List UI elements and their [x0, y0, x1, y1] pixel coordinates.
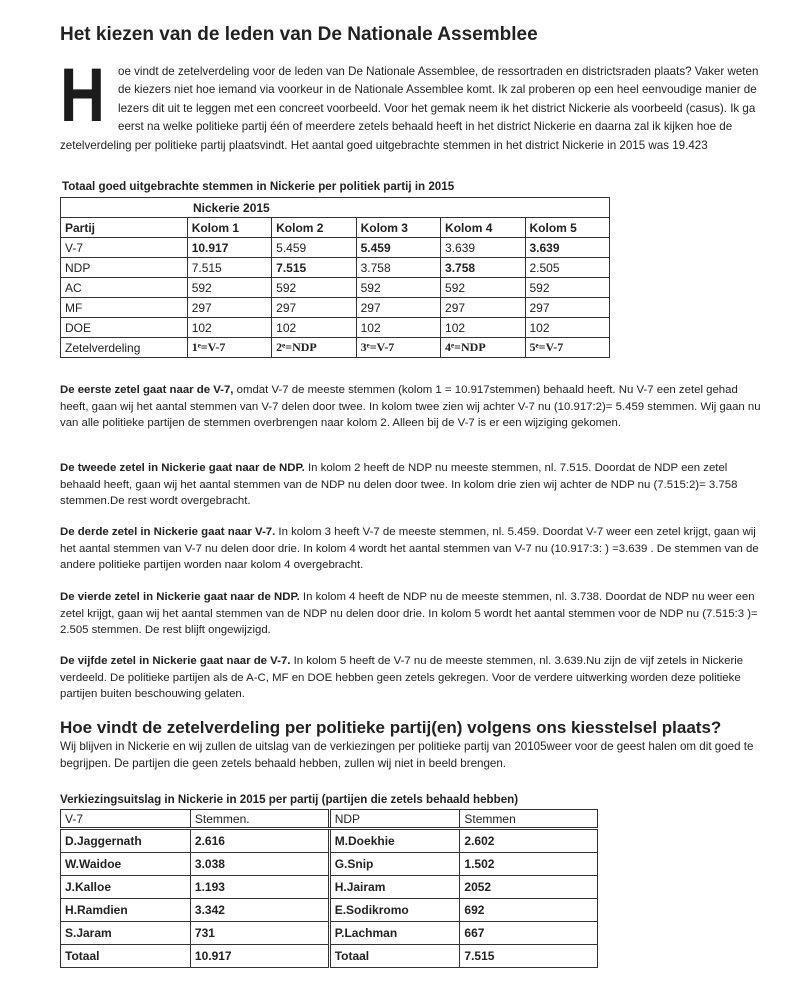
candidate-votes: 3.342: [190, 899, 329, 922]
column-header: Kolom 4: [441, 218, 525, 238]
column-header: NDP: [329, 810, 460, 829]
paragraph-text: In kolom 3 heeft V-7 de meeste stemmen, nl. 5.459. Doordat V-7 weer een zetel krijgt, gaan wij het aantal stemmen van V-7 nu delen door drie. In kolom 4 wordt het aantal stemmen van V-7 nu (10.917:3: ) =3.639 . De stemmen van de andere politieke partijen worden naar kolom 4 overgebracht.: [60, 526, 759, 571]
seat-cell: 5ᵉ=V-7: [525, 338, 610, 358]
table-total-row: [61, 945, 598, 968]
vote-cell: 7.515: [272, 258, 356, 278]
candidate-votes: 731: [190, 922, 329, 945]
seat-cell: 3ᵉ=V-7: [356, 338, 440, 358]
paragraph-fourth-seat: [60, 589, 765, 639]
paragraph-text: In kolom 4 heeft de NDP nu de meeste stemmen, nl. 3.738. Doordat de NDP nu weer een zetel krijgt, gaan wij het aantal stemmen van de NDP nu delen door drie. In kolom 5 wordt het aantal stemmen voor de NDP nu (7.515:3 )= 2.505 stemmen. De rest blijft ongewijzigd.: [60, 591, 758, 636]
party-cell: MF: [61, 298, 188, 318]
table-row: [61, 899, 598, 922]
seat-cell: 4ᵉ=NDP: [441, 338, 525, 358]
vote-cell: 3.758: [356, 258, 440, 278]
candidate-name: H.Ramdien: [61, 899, 191, 922]
table1-caption: Totaal goed uitgebrachte stemmen in Nickerie per politiek partij in 2015: [62, 180, 455, 193]
table-row: [61, 238, 610, 258]
vote-cell: 592: [187, 278, 271, 298]
table-row: [61, 876, 598, 899]
column-header: Kolom 3: [356, 218, 440, 238]
column-header: Stemmen.: [190, 810, 329, 829]
paragraph-text: omdat V-7 de meeste stemmen (kolom 1 = 10.917stemmen) behaald heeft. Nu V-7 een zetel gehad heeft, gaan wij het aantal stemmen van V-7 delen door twee. In kolom twee zien wij achter V-7 nu (10.917:2)= 5.459 stemmen. Wij gaan nu van alle politieke partijen de stemmen overbrengen naar kolom 2. Alleen bij de V-7 is er een wijziging gekomen.: [60, 384, 761, 429]
party-cell: DOE: [61, 318, 188, 338]
candidate-votes: 3.038: [190, 853, 329, 876]
candidate-votes: 2052: [460, 876, 598, 899]
seat-row-label: Zetelverdeling: [61, 338, 188, 358]
paragraph-first-seat: [60, 382, 765, 432]
candidate-votes: 1.193: [190, 876, 329, 899]
paragraph-lead: De derde zetel in Nickerie gaat naar V-7.: [60, 526, 276, 538]
total-votes: 7.515: [460, 945, 598, 968]
candidate-name: D.Jaggernath: [61, 829, 191, 853]
vote-cell: 5.459: [356, 238, 440, 258]
group-header: Nickerie 2015: [61, 198, 610, 218]
vote-cell: 5.459: [272, 238, 356, 258]
vote-cell: 102: [187, 318, 271, 338]
vote-cell: 102: [272, 318, 356, 338]
candidate-votes: 667: [460, 922, 598, 945]
column-header: Kolom 1: [187, 218, 271, 238]
vote-cell: 2.505: [525, 258, 610, 278]
table-row: [61, 318, 610, 338]
vote-cell: 102: [356, 318, 440, 338]
vote-cell: 297: [441, 298, 525, 318]
paragraph-lead: De tweede zetel in Nickerie gaat naar de NDP.: [60, 462, 305, 474]
vote-cell: 592: [356, 278, 440, 298]
column-header: V-7: [61, 810, 191, 829]
table-row: [61, 853, 598, 876]
vote-cell: 592: [525, 278, 610, 298]
vote-cell: 102: [525, 318, 610, 338]
votes-per-column-table: [60, 197, 610, 358]
vote-cell: 297: [272, 298, 356, 318]
table-row: [61, 922, 598, 945]
total-label: Totaal: [61, 945, 191, 968]
column-header: Partij: [61, 218, 188, 238]
intro-paragraph: [60, 53, 760, 155]
vote-cell: 7.515: [187, 258, 271, 278]
candidate-name: S.Jaram: [61, 922, 191, 945]
vote-cell: 297: [525, 298, 610, 318]
paragraph-second-seat: [60, 460, 765, 510]
seat-cell: 1ᵉ=V-7: [187, 338, 271, 358]
vote-cell: 10.917: [187, 238, 271, 258]
candidate-name: G.Snip: [329, 853, 460, 876]
table2-caption: Verkiezingsuitslag in Nickerie in 2015 per partij (partijen die zetels behaald hebben): [60, 793, 519, 806]
table-row: [61, 278, 610, 298]
document-title: Het kiezen van de leden van De Nationale Assemblee: [60, 24, 538, 45]
candidate-name: P.Lachman: [329, 922, 460, 945]
section-heading: Hoe vindt de zetelverdeling per politieke partij(en) volgens ons kiesstelsel plaats?: [60, 718, 722, 737]
party-cell: NDP: [61, 258, 188, 278]
table-header-row: [61, 218, 610, 238]
paragraph-lead: De vijfde zetel in Nickerie gaat naar de V-7.: [60, 655, 291, 667]
party-cell: V-7: [61, 238, 188, 258]
paragraph-third-seat: [60, 524, 765, 574]
vote-cell: 592: [272, 278, 356, 298]
candidate-votes-table: [60, 809, 598, 968]
vote-cell: 297: [187, 298, 271, 318]
drop-cap: H: [60, 53, 106, 138]
paragraph-fifth-seat: [60, 653, 765, 703]
seat-cell: 2ᵉ=NDP: [272, 338, 356, 358]
section-intro: Wij blijven in Nickerie en wij zullen de uitslag van de verkiezingen per politieke partij van 20105weer voor de geest halen om dit goed te begrijpen. De partijen die geen zetels behaald hebben, zullen wij niet in beeld brengen.: [60, 740, 754, 770]
table-group-header-row: [61, 198, 610, 218]
total-votes: 10.917: [190, 945, 329, 968]
candidate-name: H.Jairam: [329, 876, 460, 899]
vote-cell: 297: [356, 298, 440, 318]
candidate-votes: 692: [460, 899, 598, 922]
intro-text: oe vindt de zetelverdeling voor de leden van De Nationale Assemblee, de ressortraden en districtsraden plaats? Vaker weten de kiezers niet hoe iemand via voorkeur in de Nationale Assemblee komt. Ik zal proberen op een heel eenvoudige manier de lezers dit uit te leggen met een concreet voorbeeld. Voor het gemak neem ik het district Nickerie als voorbeeld (casus). Ik ga eerst na welke politieke partij één of meerdere zetels behaald heeft in het district Nickerie en daarna zal ik kijken hoe de zetelverdeling per politieke partij plaatsvindt. Het aantal goed uitgebrachte stemmen in het district Nickerie in 2015 was 19.423: [60, 65, 759, 152]
paragraph-text: In kolom 2 heeft de NDP nu meeste stemmen, nl. 7.515. Doordat de NDP een zetel behaald heeft, gaan wij het aantal stemmen van de NDP nu delen door twee. In kolom drie zien wij achter de NDP nu (7.515:2)= 3.758 stemmen.De rest wordt overgebracht.: [60, 462, 738, 507]
column-header: Kolom 5: [525, 218, 610, 238]
column-header: Kolom 2: [272, 218, 356, 238]
candidate-name: W.Waidoe: [61, 853, 191, 876]
vote-cell: 3.758: [441, 258, 525, 278]
paragraph-lead: De vierde zetel in Nickerie gaat naar de NDP.: [60, 591, 300, 603]
table-row: [61, 829, 598, 853]
candidate-name: E.Sodikromo: [329, 899, 460, 922]
candidate-votes: 1.502: [460, 853, 598, 876]
paragraph-text: In kolom 5 heeft de V-7 nu de meeste stemmen, nl. 3.639.Nu zijn de vijf zetels in Nickerie verdeeld. De politieke partijen als de A-C, MF en DOE hebben geen zetels gekregen. Voor de verdere uitwerking worden deze politieke partijen buiten beschouwing gelaten.: [60, 655, 744, 700]
candidate-votes: 2.616: [190, 829, 329, 853]
seat-allocation-row: [61, 338, 610, 358]
vote-cell: 102: [441, 318, 525, 338]
paragraph-lead: De eerste zetel gaat naar de V-7,: [60, 384, 234, 396]
candidate-name: M.Doekhie: [329, 829, 460, 853]
candidate-votes: 2.602: [460, 829, 598, 853]
table-header-row: [61, 810, 598, 829]
candidate-name: J.Kalloe: [61, 876, 191, 899]
vote-cell: 592: [441, 278, 525, 298]
table-row: [61, 298, 610, 318]
column-header: Stemmen: [460, 810, 598, 829]
vote-cell: 3.639: [441, 238, 525, 258]
vote-cell: 3.639: [525, 238, 610, 258]
table-row: [61, 258, 610, 278]
party-cell: AC: [61, 278, 188, 298]
total-label: Totaal: [329, 945, 460, 968]
